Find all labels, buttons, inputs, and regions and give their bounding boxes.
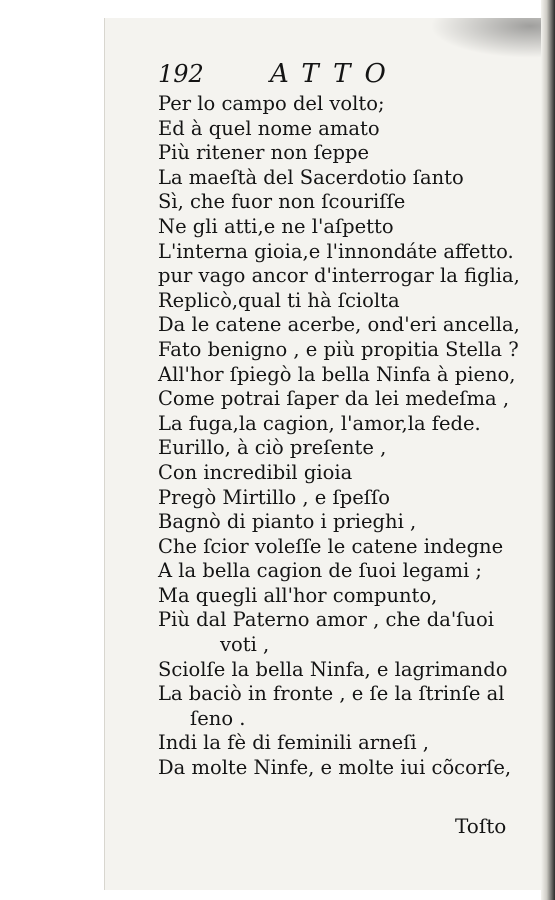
verse-line: Sciolſe la bella Ninfa, e lagrimando <box>158 657 508 681</box>
verse-line: La baciò in fronte , e ſe la ſtrinſe al <box>158 682 505 706</box>
verse-line: Ne gli atti,e ne l'aſpetto <box>158 214 394 238</box>
verse-line: Indi la fè di feminili arneſi , <box>158 731 429 755</box>
verse-line-continuation: ſeno . <box>190 706 246 730</box>
verse-line: Eurillo, à ciò preſente , <box>158 436 387 460</box>
verse-line: Ed à quel nome amato <box>158 116 380 140</box>
verse-line: All'hor ſpiegò la bella Ninfa à pieno, <box>158 362 516 386</box>
verse-line-continuation: voti , <box>220 633 270 657</box>
verse-line: La maeſtà del Sacerdotio ſanto <box>158 165 464 189</box>
verse-line: Più ritener non ſeppe <box>158 141 369 165</box>
verse-text <box>158 92 548 781</box>
verse-line: Replicò,qual ti hà ſciolta <box>158 288 400 312</box>
verse-line: Ma quegli all'hor compunto, <box>158 583 438 607</box>
verse-line: Da molte Ninfe, e molte iui cõcorſe, <box>158 756 512 780</box>
verse-line: Sì, che fuor non ſcouriſſe <box>158 190 406 214</box>
verse-line: Più dal Paterno amor , che da'ſuoi <box>158 608 494 632</box>
verse-line: Fato benigno , e più propitia Stella ? <box>158 337 519 361</box>
verse-line: Come potrai ſaper da lei medeſma , <box>158 387 510 411</box>
verse-line: L'interna gioia,e l'innondáte affetto. <box>158 239 514 263</box>
running-head: ATTO <box>270 59 400 89</box>
verse-line: Bagnò di pianto i prieghi , <box>158 510 417 534</box>
page-stain <box>430 18 555 58</box>
page-header <box>158 60 458 90</box>
verse-line: Per lo campo del volto; <box>158 92 385 115</box>
verse-line: pur vago ancor d'interrogar la figlia, <box>158 264 520 288</box>
verse-line: Che ſcior voleſſe le catene indegne <box>158 534 504 558</box>
verse-line: Pregò Mirtillo , e ſpeſſo <box>158 485 390 509</box>
verse-line: La fuga,la cagion, l'amor,la fede. <box>158 411 481 435</box>
verse-line: Da le catene acerbe, ond'eri ancella, <box>158 313 520 337</box>
verse-line: A la bella cagion de ſuoi legami ; <box>158 559 482 583</box>
page-number: 192 <box>158 60 204 88</box>
catchword: Toſto <box>455 814 507 838</box>
verse-line: Con incredibil gioia <box>158 460 353 484</box>
